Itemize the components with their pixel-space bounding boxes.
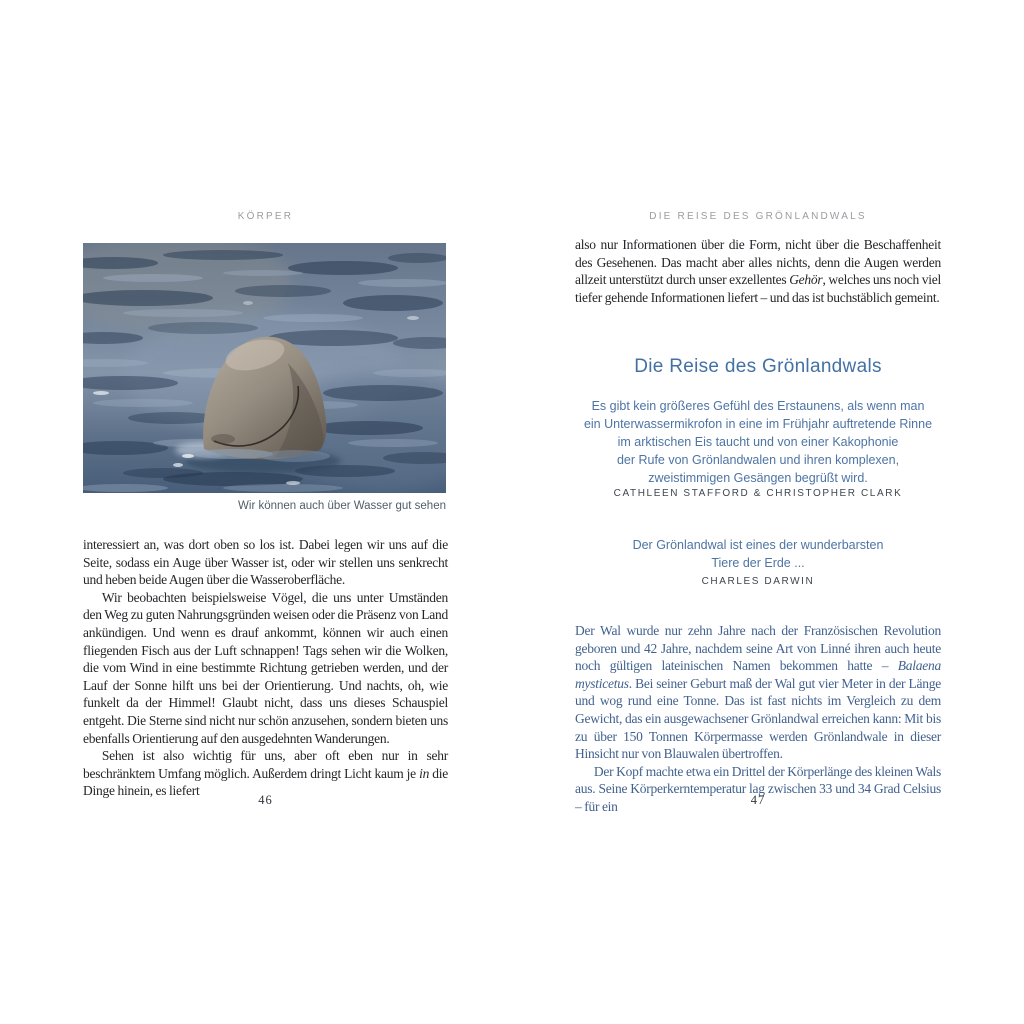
- chapter-epigraph: Es gibt kein größeres Gefühl des Erstaunens, als wenn man ein Unterwassermikrofon in eine im Frühjahr auftretende Rinne im arktischen Eis taucht und von einer Kakophonie der Rufe von Grönlandwalen und ihren komplexen, zweistimmigen Gesängen begrüßt wird.: [583, 399, 933, 485]
- left-body-text: interessiert an, was dort oben so los ist. Dabei legen wir uns auf die Seite, sodass ein Auge über Wasser ist, oder wir stellen uns senkrecht und heben beide Augen über die Wasseroberfläche. Wir beobachten beispielsweise Vögel, die uns unter Umständen den Weg zu guten Nahrungsgründen weisen oder die Präsenz von Land ankündigen. Und wenn es drauf ankommt, können wir auch einen fliegenden Fisch aus der Luft schnappen! Tags sehen wir die Wolken, die vom Wind in eine bestimmte Richtung getrieben werden, und der Lauf der Sonne hilft uns bei der Orientierung. Und nachts, oh, wie funkelt da der Himmel! Glaubt nicht, dass uns dieses Schauspiel entgeht. Die Sterne sind nicht nur schön anzusehen, sondern bieten uns ebenfalls Orientierung auf den ausgedehnten Wanderungen. Sehen ist also wichtig für uns, aber oft eben nur in sehr beschränktem Umfang möglich. Außerdem dringt Licht kaum je in die Dinge hinein, es liefert: [83, 537, 448, 799]
- right-running-header: DIE REISE DES GRÖNLANDWALS: [649, 211, 867, 222]
- right-page-number: 47: [750, 793, 766, 807]
- left-running-header: KÖRPER: [237, 211, 294, 222]
- right-page: [575, 0, 941, 1024]
- second-quote: Der Grönlandwal ist eines der wunderbarsten Tiere der Erde ...: [632, 538, 884, 570]
- whale-photo: [83, 243, 446, 493]
- whale-chin-shadow: [211, 434, 235, 444]
- chapter-title: Die Reise des Grönlandwals: [634, 356, 882, 377]
- whale-photo-art: [83, 243, 446, 493]
- second-quote-attribution: CHARLES DARWIN: [701, 576, 815, 587]
- left-page-number: 46: [258, 793, 273, 807]
- photo-caption: Wir können auch über Wasser gut sehen: [238, 500, 446, 512]
- left-page: [83, 0, 448, 1024]
- right-intro-text: also nur Informationen über die Form, nicht über die Beschaffenheit des Gesehenen. Das macht aber alles nichts, denn die Augen werden allzeit unterstützt durch unser exzellentes Gehör, welches uns noch viel tiefer gehende Informationen liefert – und das ist buchstäblich gemeint.: [575, 237, 941, 305]
- epigraph-attribution: CATHLEEN STAFFORD & CHRISTOPHER CLARK: [613, 488, 903, 499]
- right-body-text: Der Wal wurde nur zehn Jahre nach der Französischen Revolution geboren und 42 Jahre, nachdem seine Art von Linné ihren auch heute noch gültigen lateinischen Namen bekommen hatte – Balaena mysticetus. Bei seiner Geburt maß der Wal gut vier Meter in der Länge und wog rund eine Tonne. Das ist fast nichts im Vergleich zu dem Gewicht, das ein ausgewachsener Grönlandwal erreichen kann: Mit bis zu über 150 Tonnen Körpermasse werden Grönlandwale in dieser Hinsicht nur von Blauwalen übertroffen. Der Kopf machte etwa ein Drittel der Körperlänge des kleinen Wals aus. Seine Körperkerntemperatur lag zwischen 33 und 34 Grad Celsius – für ein: [575, 623, 941, 814]
